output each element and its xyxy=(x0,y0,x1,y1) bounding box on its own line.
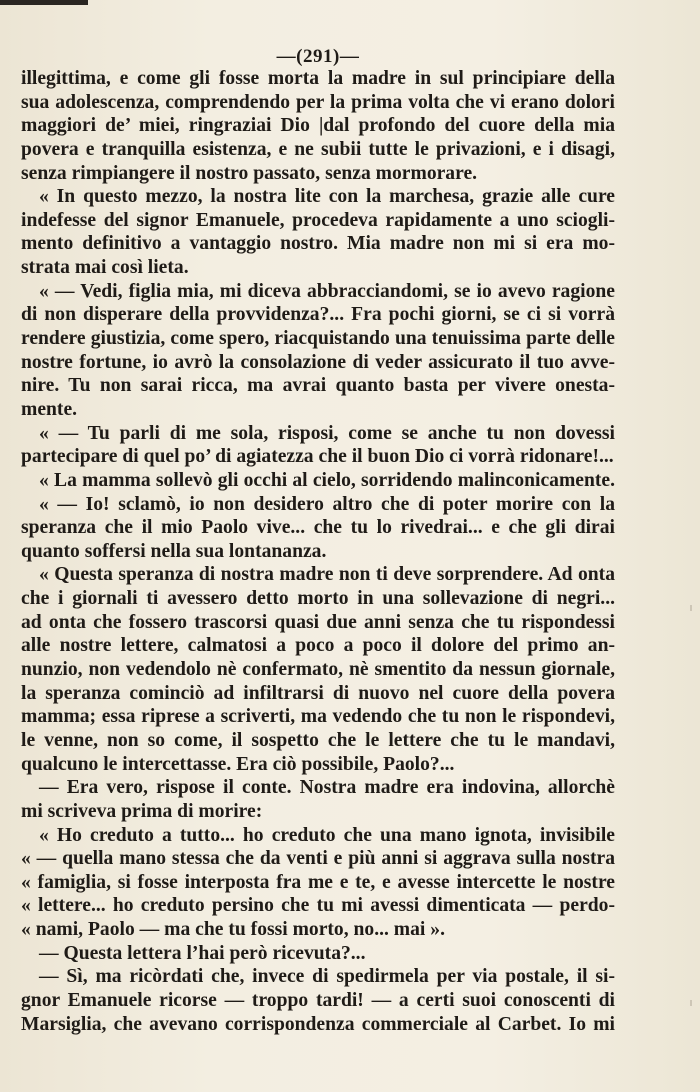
text-line: « — Io! sclamò, io non desidero altro che di poter morire con la xyxy=(39,493,615,515)
text-line: partecipare di quel po’ di agiatezza che il buon Dio ci vorrà ridonare!... xyxy=(21,446,614,468)
text-line: indefesse del signor Emanuele, procedeva rapidamente a uno sciogli- xyxy=(21,209,615,231)
text-line: maggiori de’ miei, ringraziai Dio |dal profondo del cuore della mia xyxy=(21,115,615,137)
text-line: senza rimpiangere il nostro passato, senza mormorare. xyxy=(21,162,478,184)
text-line: « — Vedi, figlia mia, mi diceva abbracciandomi, se io avevo ragione xyxy=(39,280,615,302)
text-line: povera e tranquilla esistenza, e ne subii tutte le privazioni, e i disagi, xyxy=(21,138,615,160)
text-line: sua adolescenza, comprendendo per la prima volta che vi erano dolori xyxy=(21,91,615,113)
text-line: mi scriveva prima di morire: xyxy=(21,800,263,822)
text-line: « — Tu parli di me sola, risposi, come se anche tu non dovessi xyxy=(39,422,615,444)
text-line: qualcuno le intercettasse. Era ciò possibile, Paolo?... xyxy=(21,753,455,775)
text-line: mente. xyxy=(21,398,78,420)
text-line: gnor Emanuele ricorse — troppo tardi! — a certi suoi conoscenti di xyxy=(21,989,615,1011)
text-lines xyxy=(21,67,615,1036)
text-line: la speranza cominciò ad infiltrarsi di nuovo nel cuore della povera xyxy=(21,682,615,704)
text-line: « La mamma sollevò gli occhi al cielo, sorridendo malinconicamente. xyxy=(39,469,615,491)
text-line: quanto soffersi nella sua lontananza. xyxy=(21,540,327,562)
page-number: —(291)— xyxy=(276,46,360,67)
text-line: « In questo mezzo, la nostra lite con la marchesa, grazie alle cure xyxy=(39,186,615,208)
text-line: « Ho creduto a tutto... ho creduto che una mano ignota, invisibile xyxy=(39,824,615,846)
text-line: — Questa lettera l’hai però ricevuta?... xyxy=(39,942,366,964)
text-line: ad onta che fossero trascorsi quasi due anni senza che tu rispondessi xyxy=(21,611,615,633)
text-line: Marsiglia, che avevano corrispondenza commerciale al Carbet. Io mi xyxy=(21,1013,615,1035)
text-line: di non disperare della provvidenza?... Fra pochi giorni, se ci si vorrà xyxy=(21,304,615,326)
text-line: rendere giustizia, come spero, riacquistando una tenuissima parte delle xyxy=(21,328,615,350)
scan-speck xyxy=(690,605,692,611)
text-line: mamma; essa riprese a scriverti, ma vedendo che tu non le rispondevi, xyxy=(21,706,615,728)
text-line: « lettere... ho creduto persino che tu mi avessi dimenticata — perdo- xyxy=(21,895,615,917)
text-line: nire. Tu non sarai ricca, ma avrai quanto basta per vivere onesta- xyxy=(21,375,615,397)
text-line: alle nostre lettere, calmatosi a poco a poco il dolore del primo an- xyxy=(21,635,615,657)
text-line: « Questa speranza di nostra madre non ti deve sorprendere. Ad onta xyxy=(39,564,615,586)
scan-edge-mark xyxy=(0,0,88,5)
text-line: — Sì, ma ricòrdati che, invece di spedirmela per via postale, il si- xyxy=(39,966,615,988)
text-line: che i giornali ti avessero detto morto in una sollevazione di negri... xyxy=(21,588,615,610)
text-line: — Era vero, rispose il conte. Nostra madre era indovina, allorchè xyxy=(39,777,615,799)
text-line: strata mai così lieta. xyxy=(21,257,189,279)
page-text xyxy=(21,44,615,1036)
text-line: speranza che il mio Paolo vive... che tu lo rivedrai... e che gli dirai xyxy=(21,517,615,539)
text-line: le venne, non so come, il sospetto che le lettere che tu le mandavi, xyxy=(21,729,615,751)
text-line: mento definitivo a vantaggio nostro. Mia madre non mi si era mo- xyxy=(21,233,615,255)
text-line: « nami, Paolo — ma che tu fossi morto, no... mai ». xyxy=(21,919,445,941)
scan-speck xyxy=(690,1000,692,1006)
text-line: « — quella mano stessa che da venti e più anni si aggrava sulla nostra xyxy=(21,848,615,870)
text-line: « famiglia, si fosse interposta fra me e te, e avesse intercette le nostre xyxy=(21,871,615,893)
text-line: nunzio, non vedendolo nè confermato, nè smentito da nessun giornale, xyxy=(21,659,615,681)
text-line: nostre fortune, io avrò la consolazione di veder assicurato il tuo avve- xyxy=(21,351,615,373)
text-line: illegittima, e come gli fosse morta la madre in sul principiare della xyxy=(21,68,615,89)
